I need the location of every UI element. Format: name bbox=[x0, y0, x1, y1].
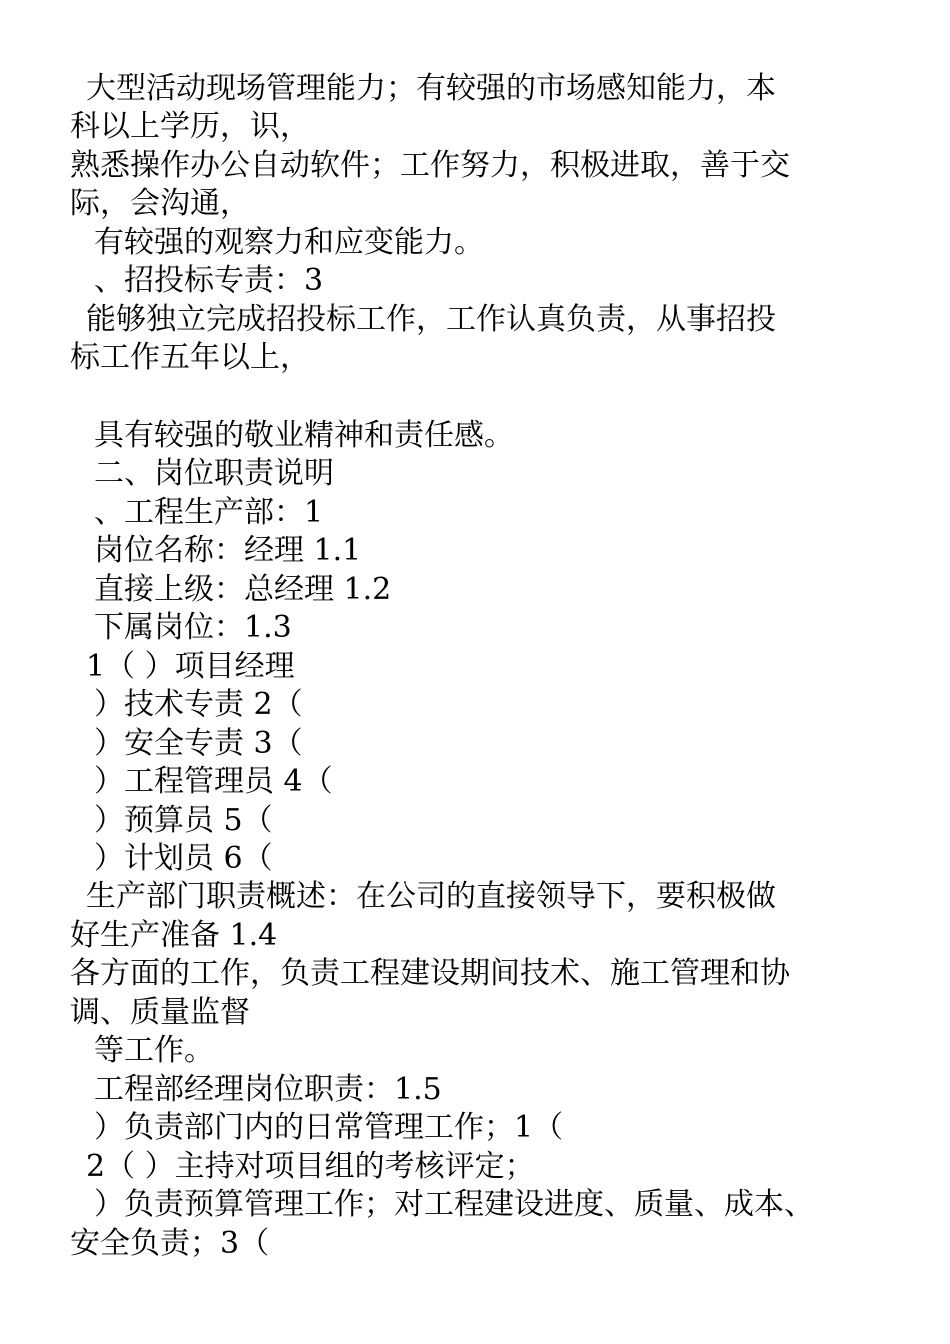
text-line: 下属岗位：1.3 bbox=[94, 610, 292, 645]
text-line: 、招投标专责：3 bbox=[94, 263, 324, 298]
text-line: ）负责部门内的日常管理工作；1（ bbox=[94, 1110, 564, 1145]
text-line: ）预算员 5（ bbox=[94, 803, 273, 838]
text-line: 际，会沟通， bbox=[70, 186, 250, 221]
text-line: ）负责预算管理工作；对工程建设进度、质量、成本、 bbox=[94, 1187, 814, 1222]
text-line: 安全负责；3（ bbox=[70, 1226, 270, 1261]
text-line: 能够独立完成招投标工作，工作认真负责，从事招投 bbox=[86, 302, 776, 337]
text-line: ）计划员 6（ bbox=[94, 841, 273, 876]
text-line: 标工作五年以上， bbox=[70, 340, 310, 375]
text-line: 好生产准备 1.4 bbox=[70, 918, 278, 953]
text-line: 岗位名称：经理 1.1 bbox=[94, 533, 362, 568]
text-line: 1（ ）项目经理 bbox=[86, 649, 295, 684]
text-line: 等工作。 bbox=[94, 1033, 214, 1068]
text-line: 工程部经理岗位职责：1.5 bbox=[94, 1072, 442, 1107]
section-heading: 二、岗位职责说明 bbox=[94, 456, 334, 491]
text-line: 生产部门职责概述：在公司的直接领导下，要积极做 bbox=[86, 879, 776, 914]
text-line: 、工程生产部：1 bbox=[94, 495, 324, 530]
text-line: ）工程管理员 4（ bbox=[94, 764, 333, 799]
text-line: 调、质量监督 bbox=[70, 995, 250, 1030]
text-line: 有较强的观察力和应变能力。 bbox=[94, 225, 484, 260]
text-line: 直接上级：总经理 1.2 bbox=[94, 572, 392, 607]
text-line: 大型活动现场管理能力；有较强的市场感知能力，本 bbox=[86, 71, 776, 106]
text-line: 具有较强的敬业精神和责任感。 bbox=[94, 418, 514, 453]
text-line: 2（ ）主持对项目组的考核评定； bbox=[86, 1149, 535, 1184]
text-line: ）安全专责 3（ bbox=[94, 726, 303, 761]
text-line: 各方面的工作，负责工程建设期间技术、施工管理和协 bbox=[70, 956, 790, 991]
text-line: 科以上学历，识， bbox=[70, 109, 310, 144]
text-line: 熟悉操作办公自动软件；工作努力，积极进取，善于交 bbox=[70, 148, 790, 183]
text-line: ）技术专责 2（ bbox=[94, 687, 303, 722]
